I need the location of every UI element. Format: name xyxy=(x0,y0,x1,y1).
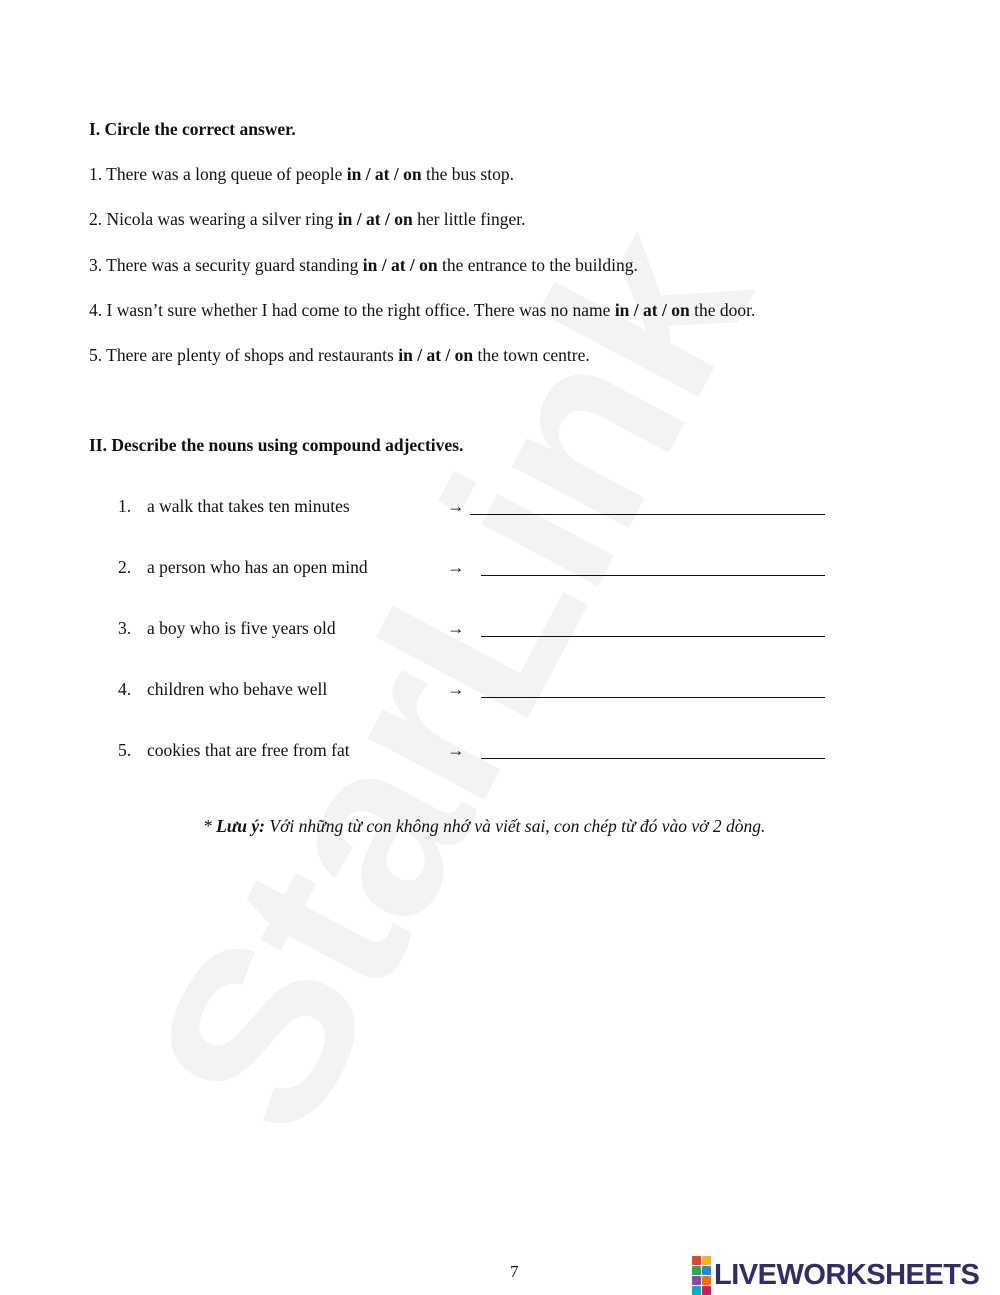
arrow-icon: → xyxy=(447,679,465,699)
arrow-icon: → xyxy=(447,557,465,577)
arrow-icon: → xyxy=(447,618,465,638)
answer-options[interactable]: in / at / on xyxy=(337,209,413,229)
note-label: Lưu ý: xyxy=(216,816,266,836)
section2-heading: II. Describe the nouns using compound adjectives. xyxy=(89,435,464,455)
exercise1-item: 2. Nicola was wearing a silver ring in / at / on her little finger. xyxy=(89,209,526,229)
answer-options[interactable]: in / at / on xyxy=(614,300,690,320)
answer-options[interactable]: in / at / on xyxy=(346,164,422,184)
logo-square xyxy=(702,1266,711,1275)
exercise1-item: 1. There was a long queue of people in / at / on the bus stop. xyxy=(89,164,514,184)
arrow-icon: → xyxy=(447,740,465,760)
logo-square xyxy=(702,1256,711,1265)
answer-options[interactable]: in / at / on xyxy=(362,255,438,275)
answer-options[interactable]: in / at / on xyxy=(398,345,474,365)
logo-square xyxy=(692,1266,701,1275)
page-number: 7 xyxy=(510,1262,519,1281)
exercise2-item: 2. a person who has an open mind xyxy=(118,557,368,577)
exercise1-item: 3. There was a security guard standing in / at / on the entrance to the building. xyxy=(89,255,638,275)
answer-blank[interactable] xyxy=(481,575,825,576)
answer-blank[interactable] xyxy=(470,514,825,515)
note: * Lưu ý: Với những từ con không nhớ và viết sai, con chép từ đó vào vở 2 dòng. xyxy=(203,816,766,836)
logo-square xyxy=(702,1276,711,1285)
exercise2-item: 5. cookies that are free from fat xyxy=(118,740,350,760)
logo-grid-icon xyxy=(692,1256,711,1295)
exercise2-item: 1. a walk that takes ten minutes xyxy=(118,496,350,516)
exercise1-item: 4. I wasn’t sure whether I had come to the right office. There was no name in / at / on the door. xyxy=(89,300,756,320)
exercise1-item: 5. There are plenty of shops and restaurants in / at / on the town centre. xyxy=(89,345,590,365)
answer-blank[interactable] xyxy=(481,758,825,759)
logo-square xyxy=(692,1276,701,1285)
exercise2-item: 4. children who behave well xyxy=(118,679,328,699)
logo-square xyxy=(692,1256,701,1265)
answer-blank[interactable] xyxy=(481,697,825,698)
arrow-icon: → xyxy=(447,496,465,516)
logo-text: LIVEWORKSHEETS xyxy=(714,1259,980,1291)
answer-blank[interactable] xyxy=(481,636,825,637)
section1-heading: I. Circle the correct answer. xyxy=(89,119,296,139)
exercise2-item: 3. a boy who is five years old xyxy=(118,618,336,638)
liveworksheets-logo[interactable] xyxy=(692,1256,979,1295)
